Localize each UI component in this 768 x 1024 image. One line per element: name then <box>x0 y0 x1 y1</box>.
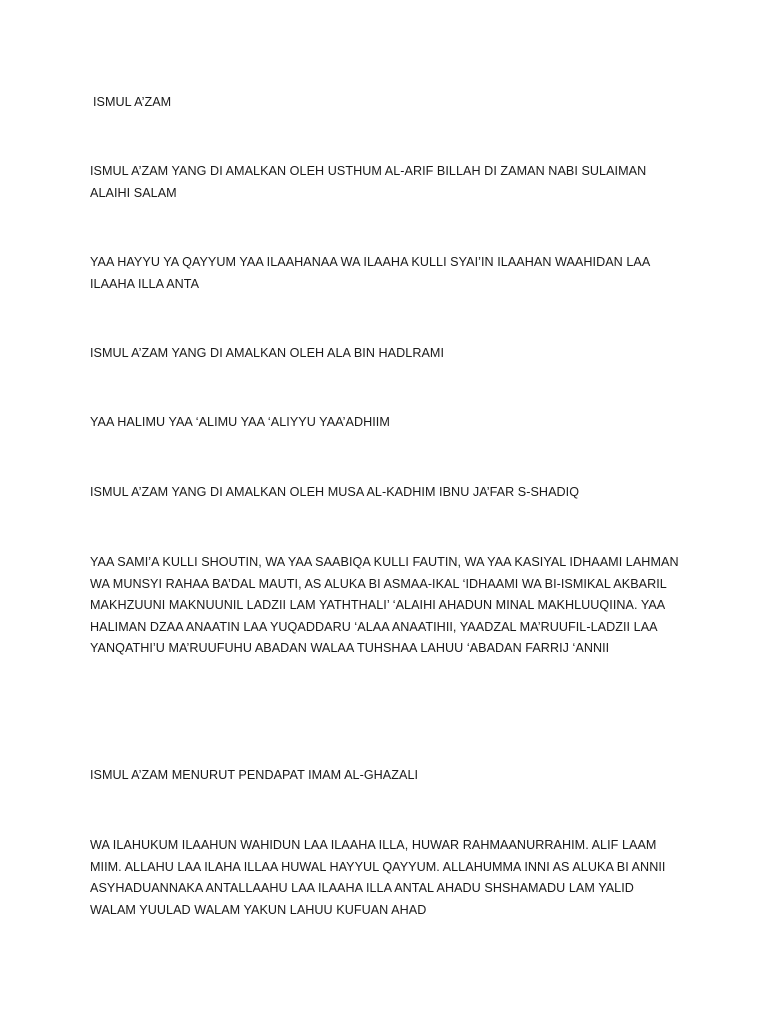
paragraph-doa-1: YAA HAYYU YA QAYYUM YAA ILAAHANAA WA ILAAHA KULLI SYAI’IN ILAAHAN WAAHIDAN LAA ILAAHA ILLA ANTA <box>90 255 650 291</box>
paragraph-heading-1: ISMUL A’ZAM YANG DI AMALKAN OLEH USTHUM AL-ARIF BILLAH DI ZAMAN NABI SULAIMAN ALAIHI SALAM <box>90 164 647 200</box>
paragraph-heading-4: ISMUL A’ZAM MENURUT PENDAPAT IMAM AL-GHAZALI <box>90 768 419 782</box>
document-title: ISMUL A’ZAM <box>93 95 172 109</box>
paragraph-heading-3: ISMUL A’ZAM YANG DI AMALKAN OLEH MUSA AL-KADHIM IBNU JA’FAR S-SHADIQ <box>90 485 580 499</box>
paragraph-doa-2: YAA HALIMU YAA ‘ALIMU YAA ‘ALIYYU YAA’ADHIIM <box>90 415 390 429</box>
paragraph-heading-2: ISMUL A’ZAM YANG DI AMALKAN OLEH ALA BIN HADLRAMI <box>90 346 445 360</box>
paragraph-doa-4: WA ILAHUKUM ILAAHUN WAHIDUN LAA ILAAHA ILLA, HUWAR RAHMAANURRAHIM. ALIF LAAM MIIM. ALLAHU LAA ILAHA ILLAA HUWAL HAYYUL QAYYUM. ALLAHUMMA INNI AS ALUKA BI ANNII ASYHADUANNAKA ANTALLAAHU LAA ILAAHA ILLA ANTAL AHADU SHSHAMADU LAM YALID WALAM YUULAD WALAM YAKUN LAHUU KUFUAN AHAD <box>90 838 666 917</box>
paragraph-doa-3: YAA SAMI’A KULLI SHOUTIN, WA YAA SAABIQA KULLI FAUTIN, WA YAA KASIYAL IDHAAMI LAHMAN WA MUNSYI RAHAA BA’DAL MAUTI, AS ALUKA BI ASMAA-IKAL ‘IDHAAMI WA BI-ISMIKAL AKBARIL MAKHZUUNI MAKNUUNIL LADZII LAM YATHTHALI’ ‘ALAIHI AHADUN MINAL MAKHLUUQIINA. YAA HALIMAN DZAA ANAATIN LAA YUQADDARU ‘ALAA ANAATIHII, YAADZAL MA’RUUFIL-LADZII LAA YANQATHI’U MA’RUUFUHU ABADAN WALAA TUHSHAA LAHUU ‘ABADAN FARRIJ ‘ANNII <box>90 555 679 656</box>
